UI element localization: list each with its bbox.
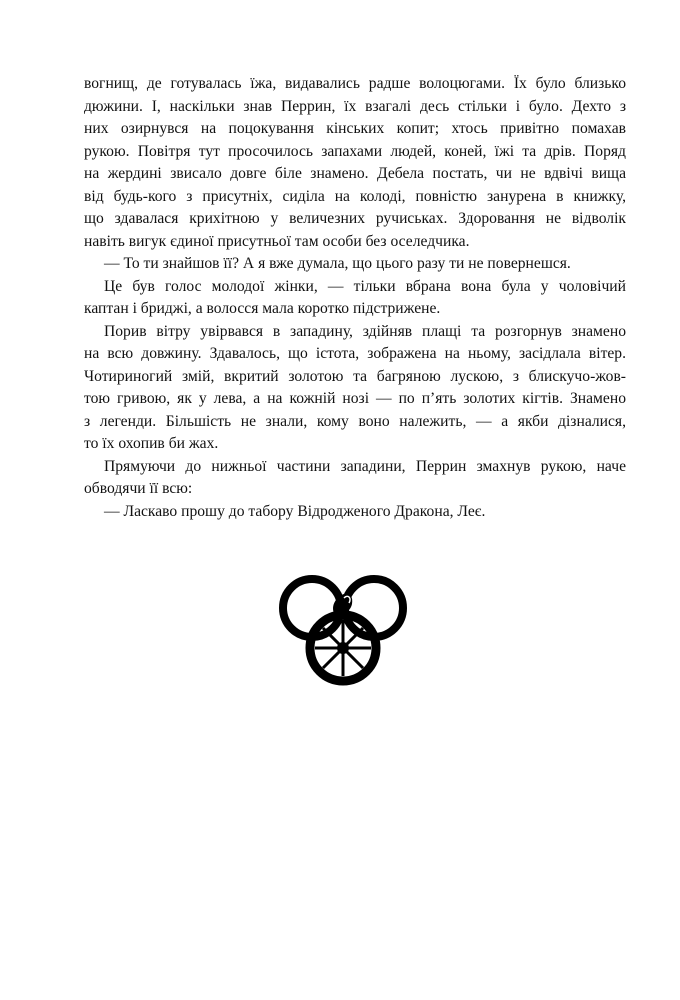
text-line: Прямуючи до нижньої частини западини, Перрин змахнув рукою, наче <box>104 457 626 475</box>
text-line: дюжини. І, наскільки знав Перрин, їх взагалі десь стільки і було. Дехто з <box>84 97 626 115</box>
text-line: Це був голос молодої жінки, — тільки вбрана вона була у чоловічий <box>104 277 626 295</box>
text-line: каптан і бриджі, а волосся мала коротко підстрижене. <box>84 300 441 317</box>
text-line: на жердині звисало довге біле знамено. Дебела постать, чи не вдвічі вища <box>84 165 626 182</box>
text-line: від будь-кого з присутніх, сиділа на колоді, повністю занурена в книжку, <box>84 187 626 205</box>
text-line: що здавалася крихітною у величезних ручиськах. Здоровання не відволік <box>84 210 626 227</box>
text-line: навіть вигук єдиної присутньої там особи без оселедчика. <box>84 232 470 250</box>
body-text <box>84 73 626 523</box>
text-line: рукою. Повітря тут просочилось запахами людей, коней, їжі та дрів. Поряд <box>84 142 626 160</box>
text-line: — Ласкаво прошу до табору Відродженого Дракона, Леє. <box>104 502 486 520</box>
text-line: — То ти знайшов її? А я вже думала, що цього разу ти не повернешся. <box>104 255 571 272</box>
text-line: Чотириногий змій, вкритий золотою та багряною лускою, з блискучо-жов- <box>84 367 626 385</box>
text-line: тою гривою, як у лева, а на кожній нозі — по п’ять золотих кігтів. Знамено <box>84 390 626 407</box>
text-line: Порив вітру увірвався в западину, здійняв плащі та розгорнув знамено <box>104 322 626 340</box>
text-line: вогнищ, де готувалась їжа, видавались радше волоцюгами. Їх було близько <box>84 75 626 92</box>
text-line: з легенди. Більшість не знали, кому воно належить, — а якби дізналися, <box>84 412 626 430</box>
wheel-of-time-serpent-emblem-icon <box>278 570 408 688</box>
text-line: на всю довжину. Здавалось, що істота, зображена на ньому, засідлала вітер. <box>84 345 626 362</box>
text-line: обводячи її всю: <box>84 480 193 497</box>
text-line: них озирнувся на поцокування кінських копит; хтось привітно помахав <box>84 120 626 137</box>
text-line: то їх охопив би жах. <box>84 435 219 452</box>
